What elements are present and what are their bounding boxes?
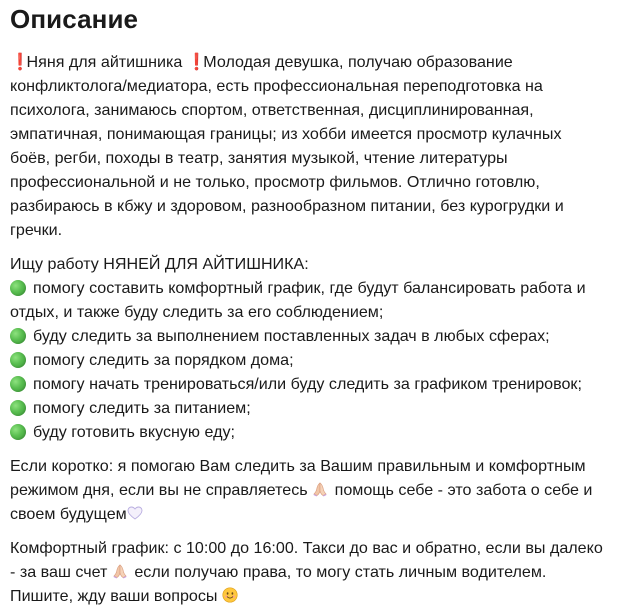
list-item: помогу составить комфортный график, где будут балансировать работа и отдых, и также буду следить за его соблюдением; [10,279,586,321]
list-item: буду готовить вкусную еду; [10,420,607,444]
intro-line-3: психолога, занимаюсь спортом, ответственная, дисциплинированная, [10,101,534,119]
green-circle-icon [10,352,26,368]
schedule-line-1: Комфортный график: с 10:00 до 16:00. Такси до вас и обратно, если вы далеко [10,539,603,557]
list-item: помогу следить за питанием; [10,396,607,420]
intro-line-1 [10,50,607,74]
exclamation-icon: ❗ [10,53,31,71]
intro-title-text: Няня для айтишника [26,53,183,71]
summary-line-3: своем будущем [10,502,607,526]
schedule-line-3: Пишите, жду ваши вопросы [10,584,607,608]
green-circle-icon [10,328,26,344]
green-circle-icon [10,280,26,296]
list-item: помогу начать тренироваться/или буду следить за графиком тренировок; [10,372,607,396]
list-item: буду следить за выполнением поставленных задач в любых сферах; [10,324,607,348]
intro-line-5: боёв, регби, походы в театр, занятия музыкой, чтение литературы [10,149,508,167]
intro-text: Молодая девушка, получаю образование [203,53,513,71]
intro-line-8: гречки. [10,221,63,239]
intro-paragraph [10,50,607,242]
intro-line-6: профессиональной и не только, просмотр фильмов. Отлично готовлю, [10,173,540,191]
description-heading: Описание [10,4,139,34]
description-card [0,2,617,611]
work-heading: Ищу работу НЯНЕЙ ДЛЯ АЙТИШНИКА: [10,255,309,273]
green-circle-icon [10,376,26,392]
work-list [10,276,607,444]
list-item: помогу следить за порядком дома; [10,348,607,372]
summary-line-2: режимом дня, если вы не справляетесь помощь себе - это забота о себе и [10,481,593,499]
white-heart-icon [127,505,143,521]
intro-line-2: конфликтолога/медиатора, есть профессиональная переподготовка на [10,77,543,95]
work-section [10,252,607,444]
green-circle-icon [10,400,26,416]
praying-hands-icon [312,481,328,497]
schedule-line-2: - за ваш счет если получаю права, то могу стать личным водителем. [10,563,547,581]
exclamation-icon: ❗ [186,53,207,71]
intro-line-7: разбираюсь в кбжу и здоровом, разнообразном питании, без курогрудки и [10,197,564,215]
schedule-paragraph [10,536,607,608]
summary-line-1: Если коротко: я помогаю Вам следить за Вашим правильным и комфортным [10,457,586,475]
summary-paragraph [10,454,607,526]
green-circle-icon [10,424,26,440]
smiling-face-icon [222,587,238,603]
praying-hands-icon [112,563,128,579]
intro-line-4: эмпатичная, понимающая границы; из хобби имеется просмотр кулачных [10,125,562,143]
